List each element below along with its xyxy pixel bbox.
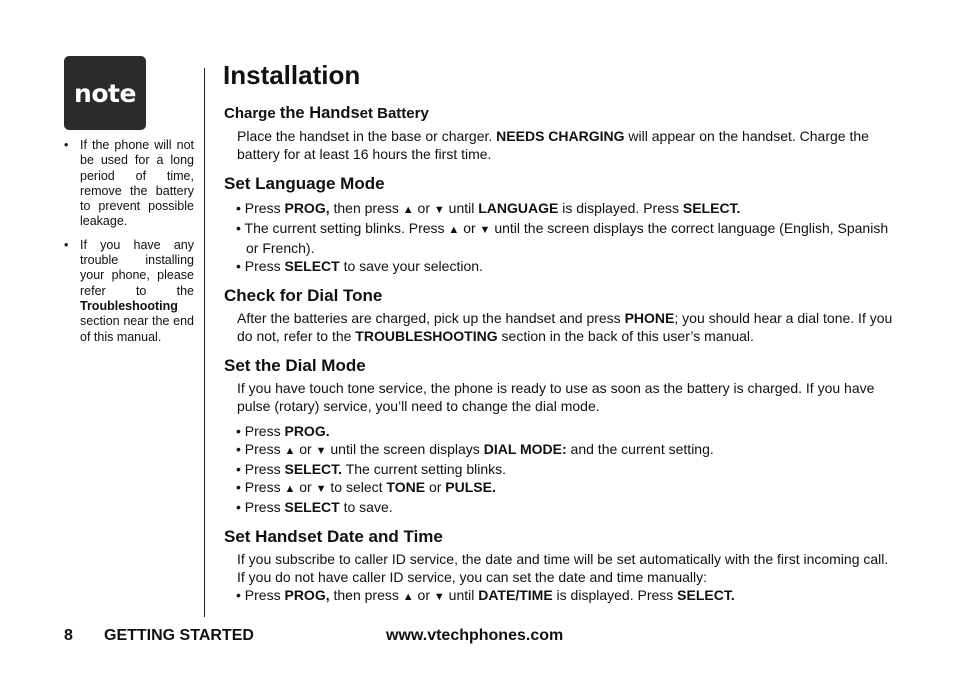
list-item: • Press SELECT. The current setting blinks. [236, 461, 506, 477]
down-arrow-icon: ▼ [433, 204, 445, 216]
page-title: Installation [223, 60, 361, 90]
list-item: • Press PROG, then press ▲ or ▼ until LANGUAGE is displayed. Press SELECT. [236, 200, 741, 216]
section-heading-date-time: Set Handset Date and Time [224, 527, 443, 546]
list-item: • The current setting blinks. Press ▲ or ▼ until the screen displays the correct language (English, Spanish or French). [236, 220, 889, 256]
list-item: • Press PROG, then press ▲ or ▼ until DATE/TIME is displayed. Press SELECT. [236, 587, 735, 603]
note-badge [64, 56, 146, 130]
up-arrow-icon: ▲ [402, 591, 414, 603]
down-arrow-icon: ▼ [433, 591, 445, 603]
section-heading-dial-tone: Check for Dial Tone [224, 286, 383, 305]
up-arrow-icon: ▲ [284, 483, 296, 495]
down-arrow-icon: ▼ [479, 224, 491, 236]
down-arrow-icon: ▼ [315, 445, 327, 457]
dial-tone-paragraph: After the batteries are charged, pick up the handset and press PHONE; you should hear a dial tone. If you do not, refer to the TROUBLESHOOTING section in the back of this user’s manual. [237, 310, 893, 344]
list-item: • Press PROG. [236, 423, 330, 439]
sidebar-note-item: • If you have any trouble installing your phone, please refer to the Troubleshooting section near the end of this manual. [64, 238, 194, 345]
section-heading-dial-mode: Set the Dial Mode [224, 356, 366, 375]
up-arrow-icon: ▲ [284, 445, 296, 457]
page-number: 8 [64, 627, 73, 644]
section-heading-charge: Charge the Handset Battery [224, 104, 429, 122]
list-item: • Press ▲ or ▼ to select TONE or PULSE. [236, 479, 496, 495]
list-item: • Press ▲ or ▼ until the screen displays DIAL MODE: and the current setting. [236, 441, 714, 457]
list-item: • Press SELECT to save your selection. [236, 258, 483, 274]
troubleshooting-ref: Troubleshooting [80, 298, 178, 313]
list-item: • Press SELECT to save. [236, 499, 393, 515]
note-badge-label: note [74, 78, 136, 108]
up-arrow-icon: ▲ [402, 204, 414, 216]
section-heading-language: Set Language Mode [224, 174, 385, 193]
dial-mode-paragraph: If you have touch tone service, the phone is ready to use as soon as the battery is charged. If you have pulse (rotary) service, you’ll need to change the dial mode. [237, 380, 875, 414]
column-divider [204, 68, 205, 617]
sidebar-notes [64, 138, 194, 353]
main-content [224, 102, 894, 606]
footer-section: GETTING STARTED [104, 627, 254, 644]
date-time-paragraph: If you subscribe to caller ID service, the date and time will be set automatically with the first incoming call. If you do not have caller ID service, you can set the date and time manually: [237, 551, 889, 585]
sidebar-note-item: • If the phone will not be used for a long period of time, remove the battery to prevent possible leakage. [64, 138, 194, 230]
footer-url: www.vtechphones.com [386, 627, 564, 644]
charge-paragraph: Place the handset in the base or charger. NEEDS CHARGING will appear on the handset. Charge the battery for at least 16 hours the first time. [237, 128, 869, 162]
down-arrow-icon: ▼ [315, 483, 327, 495]
up-arrow-icon: ▲ [448, 224, 460, 236]
